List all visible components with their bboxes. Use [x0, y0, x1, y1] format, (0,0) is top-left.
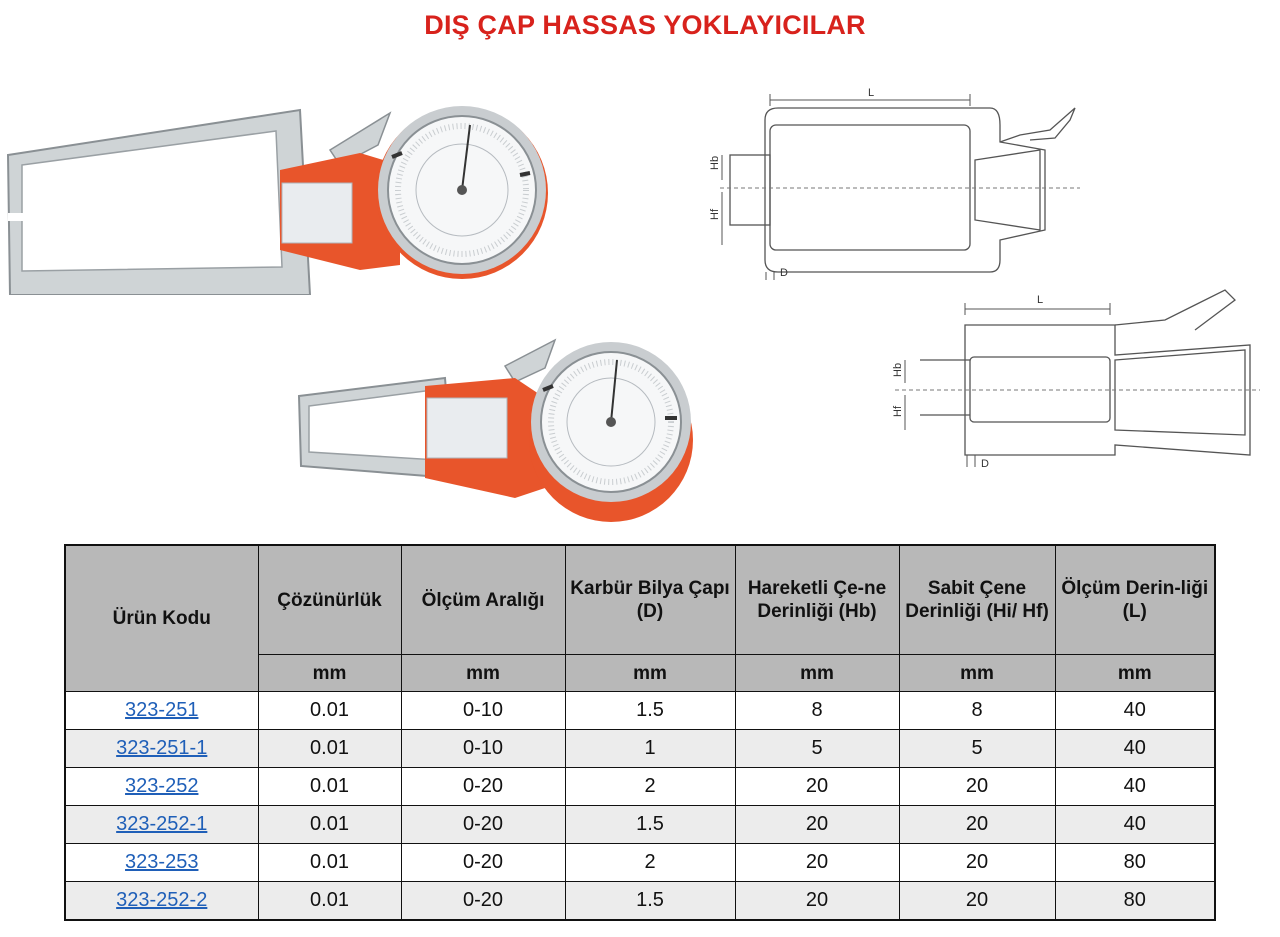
table-cell: 5 — [735, 730, 899, 768]
table-cell: 0.01 — [258, 844, 401, 882]
product-code-cell — [65, 692, 258, 730]
technical-drawing-top — [700, 80, 1090, 280]
unit-cell: mm — [401, 655, 565, 692]
table-cell: 20 — [899, 844, 1055, 882]
product-link[interactable]: 323-252-1 — [116, 813, 208, 835]
dim-label-moving-jaw-2: Hb — [892, 362, 904, 377]
dim-label-moving-jaw: Hb — [709, 155, 721, 170]
caliper-photo-small — [295, 338, 700, 533]
table-cell: 0.01 — [258, 882, 401, 921]
product-link[interactable]: 323-252 — [125, 775, 199, 797]
table-cell: 1.5 — [565, 692, 735, 730]
dim-label-fixed-jaw-2: Hf — [892, 406, 904, 417]
table-cell: 8 — [735, 692, 899, 730]
table-cell: 0-10 — [401, 730, 565, 768]
unit-cell: mm — [258, 655, 401, 692]
table-cell: 20 — [735, 768, 899, 806]
header-fixed-jaw-depth: Sabit Çene Derinliği (Hi/ Hf) — [899, 545, 1055, 655]
header-product-code: Ürün Kodu — [65, 545, 258, 692]
table-cell: 40 — [1055, 692, 1215, 730]
table-cell: 1 — [565, 730, 735, 768]
header-measuring-depth: Ölçüm Derin-liği (L) — [1055, 545, 1215, 655]
product-code-cell — [65, 730, 258, 768]
header-resolution: Çözünürlük — [258, 545, 401, 655]
product-link[interactable]: 323-252-2 — [116, 889, 208, 911]
table-cell: 0.01 — [258, 730, 401, 768]
header-moving-jaw-depth: Hareketli Çe-ne Derinliği (Hb) — [735, 545, 899, 655]
caliper-photo-large — [0, 95, 560, 295]
table-cell: 2 — [565, 768, 735, 806]
specification-table — [64, 544, 1216, 921]
table-cell: 5 — [899, 730, 1055, 768]
product-code-cell — [65, 882, 258, 921]
table-cell: 80 — [1055, 882, 1215, 921]
page-title: DIŞ ÇAP HASSAS YOKLAYICILAR — [424, 10, 866, 40]
product-code-cell — [65, 768, 258, 806]
unit-cell: mm — [899, 655, 1055, 692]
product-link[interactable]: 323-251 — [125, 699, 199, 721]
table-cell: 40 — [1055, 768, 1215, 806]
header-measuring-range: Ölçüm Aralığı — [401, 545, 565, 655]
table-cell: 0-20 — [401, 806, 565, 844]
product-link[interactable]: 323-253 — [125, 851, 199, 873]
dim-label-length-2: L — [1037, 294, 1044, 306]
table-cell: 0-20 — [401, 882, 565, 921]
table-row — [65, 844, 1215, 882]
dim-label-ball-2: D — [981, 458, 989, 470]
table-row — [65, 882, 1215, 921]
table-cell: 20 — [735, 882, 899, 921]
table-cell: 20 — [735, 806, 899, 844]
dim-label-length: L — [868, 87, 875, 99]
table-row — [65, 730, 1215, 768]
table-cell: 40 — [1055, 730, 1215, 768]
table-cell: 0-10 — [401, 692, 565, 730]
table-cell: 0-20 — [401, 844, 565, 882]
unit-cell: mm — [1055, 655, 1215, 692]
table-cell: 20 — [899, 768, 1055, 806]
table-row — [65, 692, 1215, 730]
unit-cell: mm — [565, 655, 735, 692]
table-cell: 20 — [899, 882, 1055, 921]
table-row — [65, 768, 1215, 806]
table-cell: 20 — [735, 844, 899, 882]
table-cell: 0.01 — [258, 692, 401, 730]
table-cell: 20 — [899, 806, 1055, 844]
table-cell: 0-20 — [401, 768, 565, 806]
unit-cell: mm — [735, 655, 899, 692]
table-cell: 1.5 — [565, 806, 735, 844]
product-code-cell — [65, 844, 258, 882]
table-cell: 80 — [1055, 844, 1215, 882]
table-cell: 0.01 — [258, 806, 401, 844]
table-cell: 2 — [565, 844, 735, 882]
table-cell: 8 — [899, 692, 1055, 730]
table-cell: 40 — [1055, 806, 1215, 844]
table-row — [65, 806, 1215, 844]
dim-label-ball: D — [780, 267, 788, 279]
technical-drawing-bottom — [865, 285, 1265, 485]
header-ball-diameter: Karbür Bilya Çapı (D) — [565, 545, 735, 655]
dim-label-fixed-jaw: Hf — [709, 209, 721, 220]
product-code-cell — [65, 806, 258, 844]
table-cell: 0.01 — [258, 768, 401, 806]
table-cell: 1.5 — [565, 882, 735, 921]
product-link[interactable]: 323-251-1 — [116, 737, 208, 759]
